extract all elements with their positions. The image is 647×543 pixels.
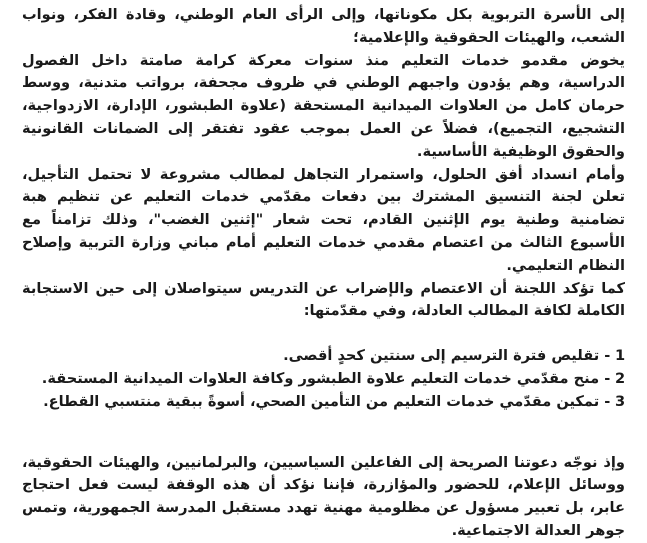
intro-paragraph: إلى الأسرة التربوية بكل مكوناتها، وإلى الرأى العام الوطني، وقادة الفكر، ونواب الشعب، والهيئات الحقوقية والإعلامية؛ xyxy=(22,6,625,46)
demand-item xyxy=(22,345,625,368)
demand-text: منح مقدّمي خدمات التعليم علاوة الطبشور وكافة العلاوات الميدانية المستحقة. xyxy=(41,369,600,387)
announcement-paragraph: وأمام انسداد أفق الحلول، واستمرار التجاهل لمطالب مشروعة لا تحتمل التأجيل، تعلن لجنة التنسيق المشترك بين دفعات مقدّمي خدمات التعليم عن تنظيم هبة تضامنية وطنية يوم الإثنين القادم، تحت شعار "إثنين الغضب"، وذلك تزامناً مع الأسبوع الثالث من اعتصام مقدمي خدمات التعليم أمام مباني وزارة التربية وإصلاح النظام التعليمي. xyxy=(22,165,625,274)
demand-text: تمكين مقدّمي خدمات التعليم من التأمين الصحي، أسوةً ببقية منتسبي القطاع. xyxy=(43,392,600,410)
demand-number: 2 - xyxy=(604,369,625,387)
demands-intro-paragraph: كما تؤكد اللجنة أن الاعتصام والإضراب عن التدريس سيتواصلان إلى حين الاستجابة الكاملة لكافة المطالب العادلة، وفي مقدّمتها: xyxy=(22,279,625,320)
demand-text: تقليص فترة الترسيم إلى سنتين كحدٍ أقصى. xyxy=(283,347,600,365)
demand-item xyxy=(22,368,625,391)
demands-list xyxy=(22,345,625,413)
demand-item xyxy=(22,391,625,414)
demand-number: 1 - xyxy=(604,347,625,365)
spacer xyxy=(22,414,625,452)
conditions-paragraph: يخوض مقدمو خدمات التعليم منذ سنوات معركة كرامة صامتة داخل الفصول الدراسية، وهم يؤدون واجبهم الوطني في ظروف مجحفة، برواتب متدنية، ووسط حرمان كامل من العلاوات الميدانية المستحقة (علاوة الطبشور، الإدارة، الازدواجية، التشجيع، التجميع)، فضلاً عن العمل بموجب عقود تفتقر إلى الضمانات القانونية والحقوق الوظيفية الأساسية. xyxy=(22,51,625,160)
call-paragraph: وإذ نوجّه دعوتنا الصريحة إلى الفاعلين السياسيين، والبرلمانيين، والهيئات الحقوقية، ووسائل الإعلام، للحضور والمؤازرة، فإننا نؤكد أن هذه الوقفة ليست فعل احتجاج عابر، بل تعبير مسؤول عن مظلومية مهنية تهدد مستقبل المدرسة الجمهورية، وتمس جوهر العدالة الاجتماعية. xyxy=(22,453,625,539)
demand-number: 3 - xyxy=(604,392,625,410)
spacer xyxy=(22,323,625,345)
